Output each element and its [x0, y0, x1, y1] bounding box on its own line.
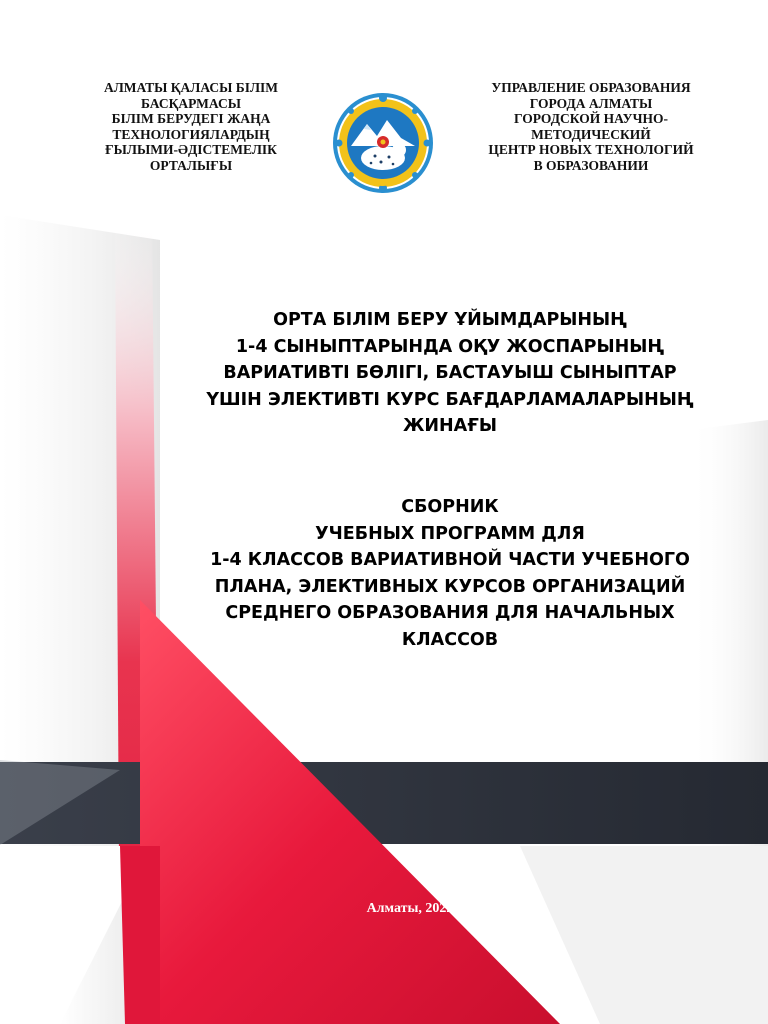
title-kz-line: ВАРИАТИВТІ БӨЛІГІ, БАСТАУЫШ СЫНЫПТАР: [223, 363, 677, 383]
title-russian: [170, 494, 730, 653]
title-ru-line: КЛАССОВ: [401, 629, 499, 650]
org-kz-line: БАСҚАРМАСЫ: [141, 95, 241, 111]
org-ru-line: ГОРОДСКОЙ НАУЧНО-: [514, 111, 668, 126]
org-ru-line: ГОРОДА АЛМАТЫ: [529, 95, 653, 111]
header-org-kz: [66, 80, 316, 173]
org-kz-line: ОРТАЛЫҒЫ: [149, 157, 233, 173]
almaty-city-emblem-icon: [331, 84, 435, 202]
title-ru-line: СРЕДНЕГО ОБРАЗОВАНИЯ ДЛЯ НАЧАЛЬНЫХ: [225, 603, 675, 623]
org-ru-line: МЕТОДИЧЕСКИЙ: [531, 126, 651, 142]
org-ru-line: В ОБРАЗОВАНИИ: [533, 157, 649, 173]
title-kz-line: 1-4 СЫНЫПТАРЫНДА ОҚУ ЖОСПАРЫНЫҢ: [235, 336, 665, 357]
org-ru-line: УПРАВЛЕНИЕ ОБРАЗОВАНИЯ: [491, 80, 691, 95]
org-kz-line: БІЛІМ БЕРУДЕГІ ЖАҢА: [111, 111, 271, 126]
org-kz-line: АЛМАТЫ ҚАЛАСЫ БІЛІМ: [103, 80, 279, 95]
title-ru-line: УЧЕБНЫХ ПРОГРАММ ДЛЯ: [315, 523, 585, 544]
title-ru-line: СБОРНИК: [401, 497, 499, 517]
title-kz-line: ОРТА БІЛІМ БЕРУ ҰЙЫМДАРЫНЫҢ: [273, 310, 627, 330]
org-ru-line: ЦЕНТР НОВЫХ ТЕХНОЛОГИЙ: [488, 142, 694, 157]
header-org-ru: [466, 80, 716, 173]
place-year: Алматы, 2022: [366, 901, 454, 916]
title-ru-line: 1-4 КЛАССОВ ВАРИАТИВНОЙ ЧАСТИ УЧЕБНОГО: [210, 550, 690, 570]
org-kz-line: ҒЫЛЫМИ-ӘДІСТЕМЕЛІК: [105, 142, 277, 157]
title-kazakh: [170, 307, 730, 440]
title-ru-line: ПЛАНА, ЭЛЕКТИВНЫХ КУРСОВ ОРГАНИЗАЦИЙ: [214, 576, 686, 597]
org-kz-line: ТЕХНОЛОГИЯЛАРДЫҢ: [112, 126, 270, 142]
title-kz-line: ҮШІН ЭЛЕКТИВТІ КУРС БАҒДАРЛАМАЛАРЫНЫҢ: [206, 389, 694, 410]
title-kz-line: ЖИНАҒЫ: [402, 416, 498, 436]
